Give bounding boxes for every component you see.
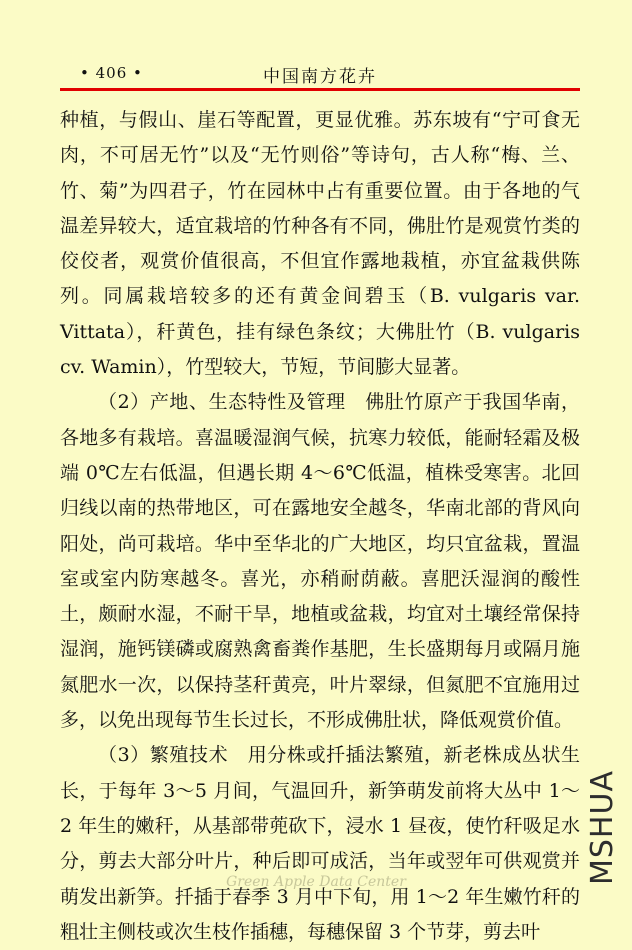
footer-watermark: Green Apple Data Center [226, 874, 406, 890]
body-text [60, 103, 580, 950]
running-title: 中国南方花卉 [263, 67, 377, 87]
paragraph-2: （2）产地、生态特性及管理 佛肚竹原产于我国华南，各地多有栽培。喜温暖湿润气候，抗寒力较低，能耐轻霜及极端 0℃左右低温，但遇长期 4～6℃低温，植株受寒害。北回归线以南的热带地区，可在露地安全越冬，华南北部的背风向阳处，尚可栽培。华中至华北的广大地区，均只宜盆栽，置温室或室内防寒越冬。喜光，亦稍耐荫蔽。喜肥沃湿润的酸性土，颇耐水湿，不耐干旱，地植或盆栽，均宜对土壤经常保持湿润，施钙镁磷或腐熟禽畜粪作基肥，生长盛期每月或隔月施氮肥水一次，以保持茎秆黄亮，叶片翠绿，但氮肥不宜施用过多，以免出现每节生长过长，不形成佛肚状，降低观赏价值。 [60, 391, 580, 732]
paragraph-3: （3）繁殖技术 用分株或扦插法繁殖，新老株成丛状生长，于每年 3～5 月间，气温回升，新笋萌发前将大丛中 1～2 年生的嫩秆，从基部带蔸砍下，浸水 1 昼夜，使竹秆吸足水分，剪去大部分叶片，种后即可成活，当年或翌年可供观赏并萌发出新笋。扦插于春季 3 月中下旬，用 1～2 年生嫩竹秆的粗壮主侧枝或次生枝作插穗，每穗保留 3 个节芽，剪去叶 [60, 744, 580, 943]
header-rule [60, 88, 580, 91]
side-watermark: MSHUA [585, 770, 620, 885]
page-header [60, 62, 580, 86]
paragraph-1: 种植，与假山、崖石等配置，更显优雅。苏东坡有“宁可食无肉，不可居无竹”以及“无竹则俗”等诗句，古人称“梅、兰、竹、菊”为四君子，竹在园林中占有重要位置。由于各地的气温差异较大，适宜栽培的竹种各有不同，佛肚竹是观赏竹类的佼佼者，观赏价值很高，不但宜作露地栽植，亦宜盆栽供陈列。同属栽培较多的还有黄金间碧玉（B. vulgaris var. Vittata），秆黄色，挂有绿色条纹；大佛肚竹（B. vulgaris cv. Wamin），竹型较大，节短，节间膨大显著。 [60, 109, 580, 379]
page-number: • 406 • [80, 64, 143, 82]
